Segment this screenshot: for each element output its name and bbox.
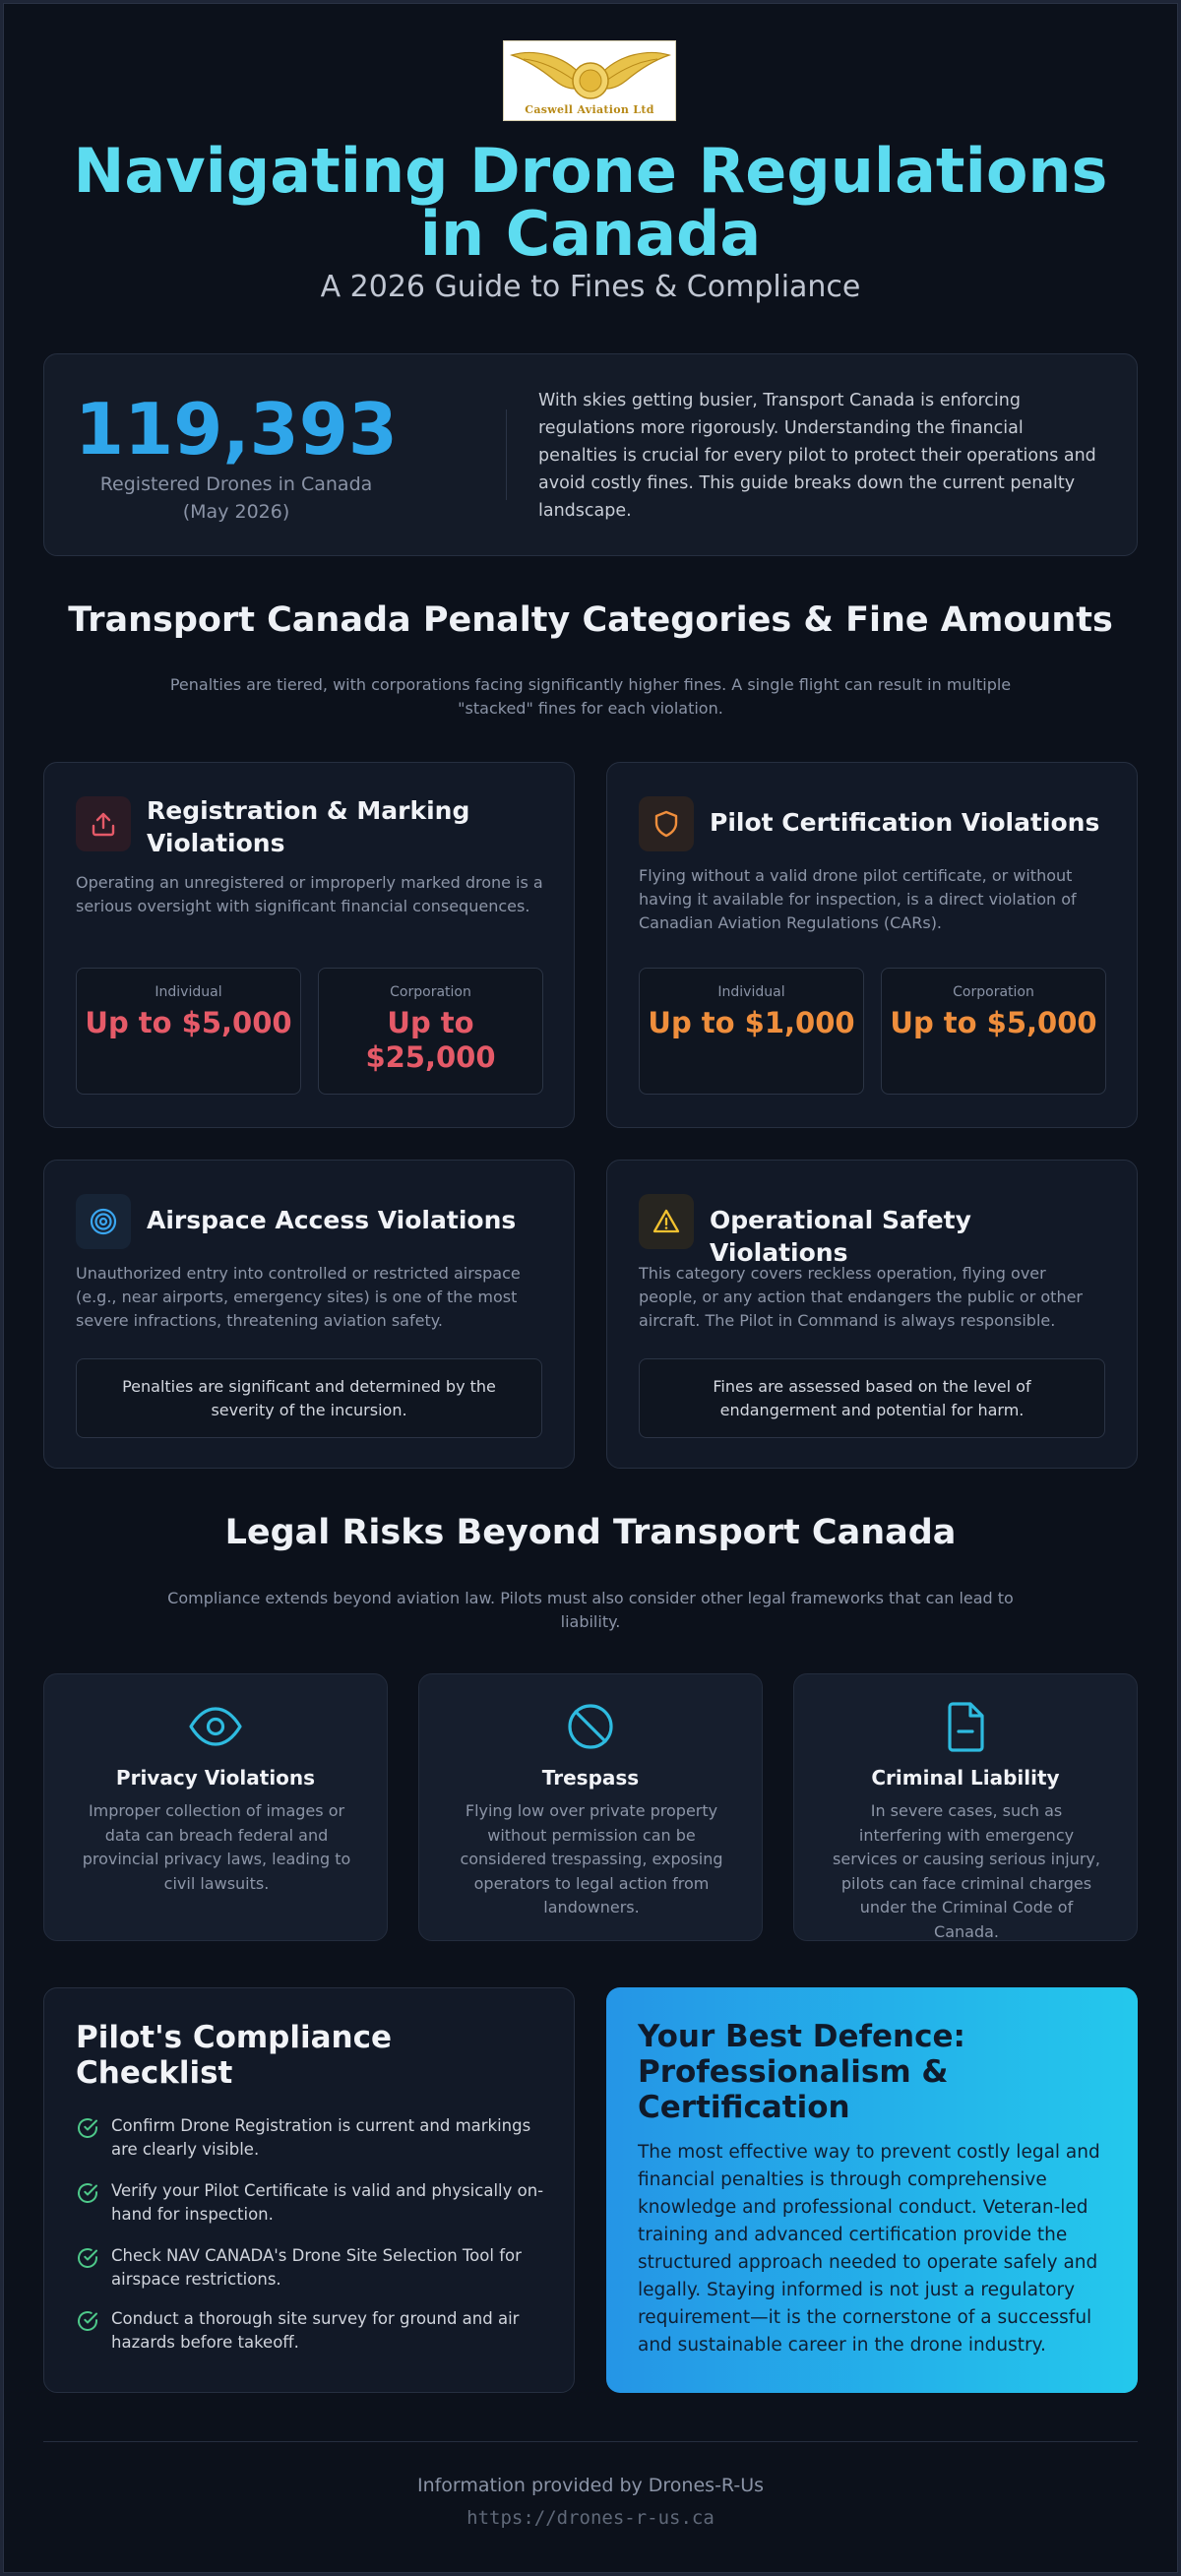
fine-label: Individual <box>155 984 222 1000</box>
check-circle-icon <box>76 2116 99 2140</box>
fine-amount: Up to $25,000 <box>365 1006 496 1074</box>
checklist-item-text: Conduct a thorough site survey for ground and air hazards before takeoff. <box>111 2309 520 2352</box>
legal-card-description: Flying low over private property without permission can be considered trespassing, exposing operators to legal action from landowners. <box>460 1801 723 1916</box>
page-title: Navigating Drone Regulations in Canada <box>73 135 1108 270</box>
icon-tile <box>76 1194 131 1249</box>
criminal-liability-card <box>793 1673 1138 1941</box>
icon-tile <box>639 1194 694 1249</box>
defence-text: The most effective way to prevent costly legal and financial penalties is through comprehensive knowledge and professional conduct. Veteran-led training and advanced certification provide the structured approach needed to operate safely and legally. Staying informed is not just a regulatory requirement—it is the cornerstone of a successful and sustainable career in the drone industry. <box>638 2142 1100 2356</box>
penalty-note: Penalties are significant and determined by the severity of the incursion. <box>76 1358 542 1438</box>
registration-penalty-card <box>43 762 575 1128</box>
legal-card-description: Improper collection of images or data can breach federal and provincial privacy laws, leading to civil lawsuits. <box>82 1801 351 1893</box>
footer-credit: Information provided by Drones-R-Us <box>416 2475 765 2496</box>
legal-card-title: Trespass <box>541 1766 640 1790</box>
footer-divider <box>43 2441 1138 2442</box>
trespass-card <box>418 1673 763 1941</box>
fine-amount: Up to $1,000 <box>648 1006 855 1039</box>
privacy-card <box>43 1673 388 1941</box>
checklist-title: Pilot's Compliance Checklist <box>76 2020 393 2091</box>
card-description: Flying without a valid drone pilot certificate, or without having it available for inspection, is a direct violation of Canadian Aviation Regulations (CARs). <box>639 866 1077 932</box>
card-description: This category covers reckless operation, flying over people, or any action that endangers the public or other aircraft. The Pilot in Command is always responsible. <box>639 1264 1084 1330</box>
fine-label: Individual <box>717 984 785 1000</box>
icon-tile <box>76 796 131 851</box>
warning-icon <box>651 1206 682 1237</box>
certification-penalty-card <box>606 762 1138 1128</box>
compliance-checklist-card <box>43 1987 575 2393</box>
corporation-fine <box>881 968 1106 1095</box>
check-circle-icon <box>76 2246 99 2270</box>
prohibited-icon <box>562 1698 619 1755</box>
legal-card-description: In severe cases, such as interfering with emergency services or causing serious injury, pilots can face criminal charges under the Criminal Code of Canada. <box>833 1801 1100 1941</box>
fine-amount: Up to $5,000 <box>890 1006 1097 1039</box>
airspace-penalty-card <box>43 1160 575 1469</box>
individual-fine <box>76 968 301 1095</box>
document-icon <box>937 1698 994 1755</box>
checklist-item-text: Verify your Pilot Certificate is valid and physically on-hand for inspection. <box>111 2181 544 2224</box>
check-circle-icon <box>76 2309 99 2333</box>
defence-title: Your Best Defence: Professionalism & Certification <box>638 2019 965 2125</box>
card-title: Registration & Marking Violations <box>147 796 470 857</box>
company-logo <box>503 40 676 121</box>
check-circle-icon <box>76 2181 99 2205</box>
shield-icon <box>651 808 682 840</box>
safety-penalty-card <box>606 1160 1138 1469</box>
fine-label: Corporation <box>390 984 471 1000</box>
card-title: Airspace Access Violations <box>147 1206 517 1234</box>
footer-url[interactable]: https://drones-r-us.ca <box>466 2507 715 2529</box>
penalty-lead: Penalties are tiered, with corporations facing significantly higher fines. A single flight can result in multiple "stacked" fines for each violation. <box>169 675 1012 718</box>
logo-text: Caswell Aviation Ltd <box>525 103 654 116</box>
fine-amount: Up to $5,000 <box>85 1006 292 1039</box>
eye-icon <box>187 1698 244 1755</box>
fine-label: Corporation <box>953 984 1034 1000</box>
penalty-heading: Transport Canada Penalty Categories & Fine Amounts <box>68 600 1113 640</box>
legal-lead: Compliance extends beyond aviation law. Pilots must also consider other legal frameworks that can lead to liability. <box>167 1589 1014 1631</box>
registered-drones-label: Registered Drones in Canada (May 2026) <box>99 473 373 523</box>
individual-fine <box>639 968 864 1095</box>
penalty-note: Fines are assessed based on the level of endangerment and potential for harm. <box>639 1358 1105 1438</box>
card-title: Operational Safety Violations <box>710 1206 971 1267</box>
intro-text: With skies getting busier, Transport Canada is enforcing regulations more rigorously. Understanding the financial penalties is crucial for every pilot to protect their operations and avoid costly fines. This guide breaks down the current penalty landscape. <box>538 391 1096 521</box>
registered-drones-count: 119,393 <box>75 388 398 471</box>
card-description: Unauthorized entry into controlled or restricted airspace (e.g., near airports, emergency sites) is one of the most severe infractions, threatening aviation safety. <box>76 1264 521 1330</box>
card-title: Pilot Certification Violations <box>710 808 1100 837</box>
divider <box>506 409 507 500</box>
card-description: Operating an unregistered or improperly marked drone is a serious oversight with significant financial consequences. <box>76 873 543 915</box>
icon-tile <box>639 796 694 851</box>
legal-card-title: Criminal Liability <box>871 1766 1060 1790</box>
target-icon <box>88 1206 119 1237</box>
legal-heading: Legal Risks Beyond Transport Canada <box>224 1513 957 1552</box>
checklist-item-text: Check NAV CANADA's Drone Site Selection Tool for airspace restrictions. <box>111 2246 522 2289</box>
legal-card-title: Privacy Violations <box>115 1766 316 1790</box>
best-defence-card <box>606 1987 1138 2393</box>
checklist-item-text: Confirm Drone Registration is current and markings are clearly visible. <box>111 2116 531 2159</box>
upload-icon <box>88 808 119 840</box>
page-subtitle: A 2026 Guide to Fines & Compliance <box>320 270 861 304</box>
corporation-fine <box>318 968 543 1095</box>
